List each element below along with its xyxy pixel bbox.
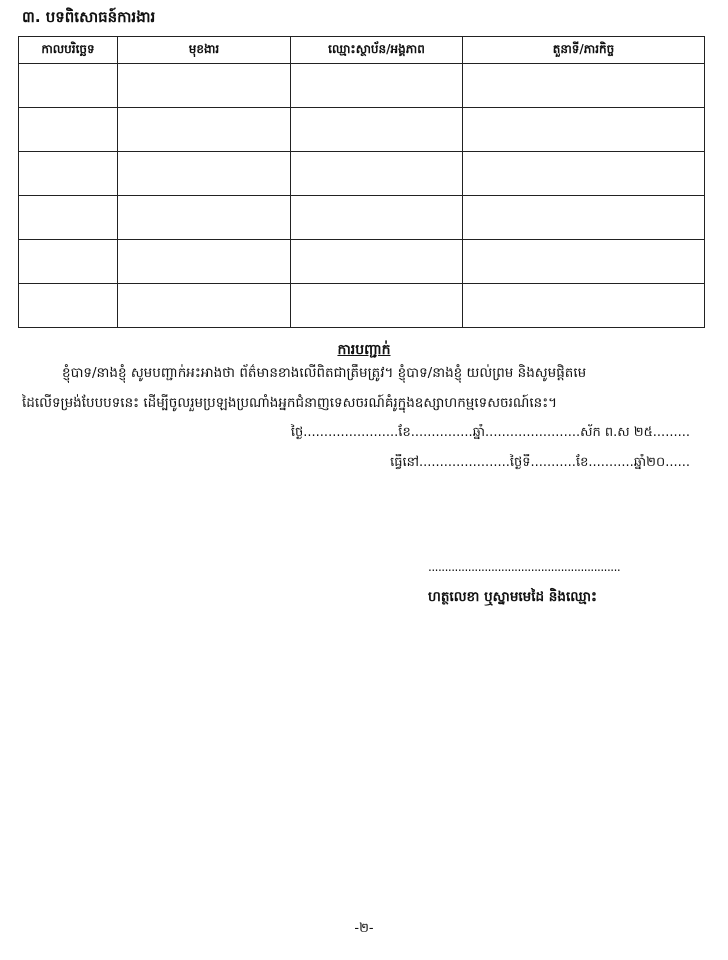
table-row [19, 64, 705, 108]
table-cell[interactable] [118, 284, 291, 328]
table-cell[interactable] [19, 196, 118, 240]
table-row [19, 152, 705, 196]
table-row [19, 240, 705, 284]
table-cell[interactable] [19, 152, 118, 196]
table-cell[interactable] [19, 108, 118, 152]
table-cell[interactable] [118, 152, 291, 196]
declaration-text-line2: ដៃលើទម្រង់បែបបទនេះ ដើម្បីចូលរួមប្រឡងប្រណាំងអ្នកជំនាញទេសចរណ៍គំរូក្នុងឧស្សាហកម្មទេសចរណ៍នេះ។ [22, 395, 558, 411]
table-cell[interactable] [463, 240, 705, 284]
table-cell[interactable] [463, 152, 705, 196]
table-cell[interactable] [118, 240, 291, 284]
lunar-date-line[interactable]: ថ្ងៃ.......................ខែ...............ឆ្នាំ.......................ស័ក ព.ស ២៥......... [290, 425, 690, 440]
table-cell[interactable] [118, 108, 291, 152]
table-cell[interactable] [463, 284, 705, 328]
signature-label: ហត្ថលេខា ឬស្នាមមេដៃ និងឈ្មោះ [428, 589, 597, 605]
table-cell[interactable] [19, 240, 118, 284]
header-position: មុខងារ [118, 37, 291, 64]
table-cell[interactable] [291, 64, 463, 108]
section-title: ៣. បទពិសោធន៍ការងារ [22, 8, 156, 26]
table-cell[interactable] [291, 108, 463, 152]
table-cell[interactable] [19, 64, 118, 108]
signature-line[interactable]: .......................................................... [428, 560, 621, 574]
work-experience-table [18, 36, 705, 328]
place-date-line[interactable]: ធ្វើនៅ......................ថ្ងៃទី...........ខែ...........ឆ្នាំ២០...... [390, 455, 690, 470]
page-number: -២- [354, 921, 374, 936]
header-date: កាលបរិច្ឆេទ [19, 37, 118, 64]
table-row [19, 196, 705, 240]
table-cell[interactable] [291, 152, 463, 196]
header-duties: តួនាទី/ភារកិច្ច [463, 37, 705, 64]
table-row [19, 284, 705, 328]
table-cell[interactable] [291, 240, 463, 284]
table-cell[interactable] [291, 196, 463, 240]
table-cell[interactable] [19, 284, 118, 328]
table-cell[interactable] [463, 108, 705, 152]
table-row [19, 108, 705, 152]
header-institution: ឈ្មោះស្ថាប័ន/អង្គភាព [291, 37, 463, 64]
table-cell[interactable] [463, 64, 705, 108]
table-cell[interactable] [118, 64, 291, 108]
declaration-text-line1: ខ្ញុំបាទ/នាងខ្ញុំ សូមបញ្ជាក់អះអាងថា ព័ត៌មានខាងលើពិតជាត្រឹមត្រូវ។ ខ្ញុំបាទ/នាងខ្ញុំ យល់ព្រម និងសូមផ្តិតមេ [62, 365, 587, 381]
table-cell[interactable] [291, 284, 463, 328]
table-header-row [19, 37, 705, 64]
declaration-title: ការបញ្ជាក់ [337, 342, 391, 358]
table-cell[interactable] [118, 196, 291, 240]
table-cell[interactable] [463, 196, 705, 240]
